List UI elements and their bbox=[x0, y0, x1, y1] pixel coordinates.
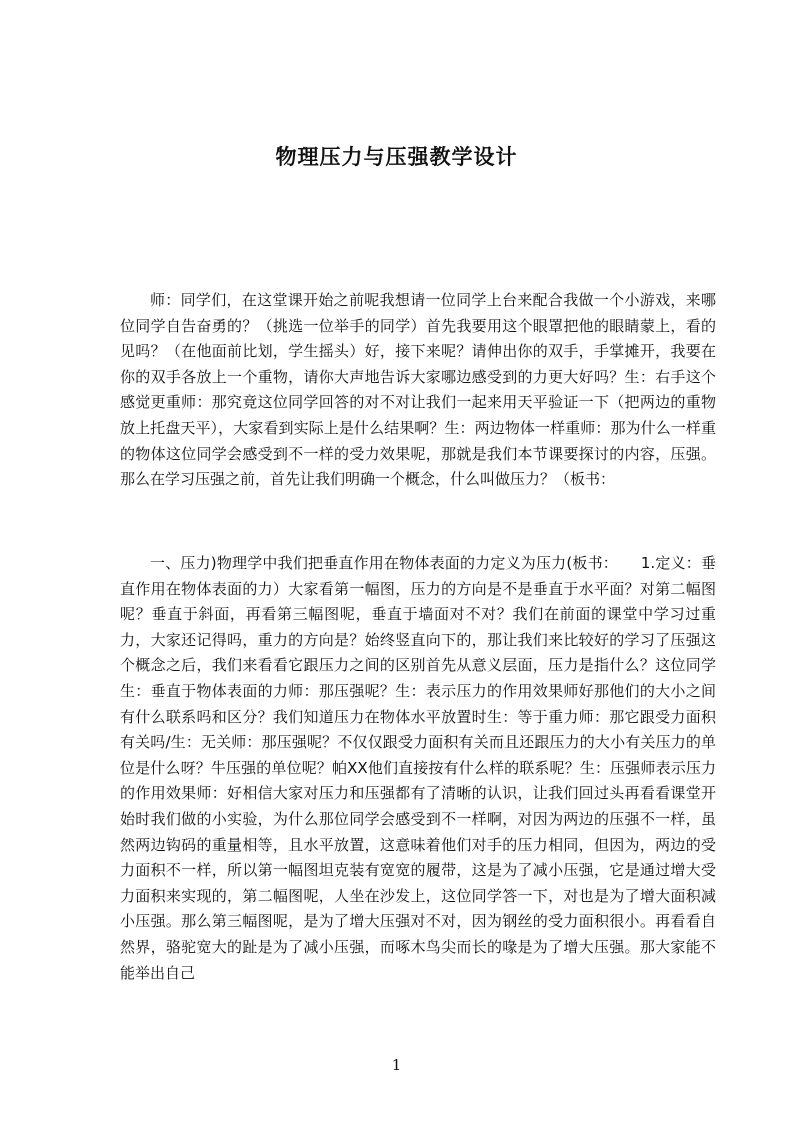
body-paragraph: 师：同学们，在这堂课开始之前呢我想请一位同学上台来配合我做一个小游戏，来哪位同学自告奋勇的？（挑选一位举手的同学）首先我要用这个眼罩把他的眼睛蒙上，看的见吗？（在他面前比划，学生摇头）好，接下来呢？请伸出你的双手，手掌摊开，我要在你的双手各放上一个重物，请你大声地告诉大家哪边感受到的力更大好吗？生：右手这个感觉更重师：那究竟这位同学回答的对不对让我们一起来用天平验证一下（把两边的重物放上托盘天平），大家看到实际上是什么结果啊？生：两边物体一样重师：那为什么一样重的物体这位同学会感受到不一样的受力效果呢，那就是我们本节课要探讨的内容，压强。那么在学习压强之前，首先让我们明确一个概念，什么叫做压力？（板书： bbox=[120, 291, 716, 489]
document-title: 物理压力与压强教学设计 bbox=[275, 145, 518, 169]
page-number: 1 bbox=[391, 1056, 402, 1074]
body-paragraph: 一、压力)物理学中我们把垂直作用在物体表面的力定义为压力(板书： 1.定义：垂直作用在物体表面的力）大家看第一幅图，压力的方向是不是垂直于水平面？对第二幅图呢？垂直于斜面，再看第三幅图呢，垂直于墙面对不对？我们在前面的课堂中学习过重力，大家还记得吗，重力的方向是？始终竖直向下的，那让我们来比较好的学习了压强这个概念之后，我们来看看它跟压力之间的区别首先从意义层面，压力是指什么？这位同学生：垂直于物体表面的力师：那压强呢？生：表示压力的作用效果师好那他们的大小之间有什么联系吗和区分？我们知道压力在物体水平放置时生：等于重力师：那它跟受力面积有关吗/生：无关师：那压强呢？不仅仅跟受力面积有关而且还跟压力的大小有关压力的单位是什么呀？牛压强的单位呢？帕XX他们直接按有什么样的联系呢？生：压强师表示压力的作用效果师：好相信大家对压力和压强都有了清晰的认识，让我们回过头再看看课堂开始时我们做的小实验，为什么那位同学会感受到不一样啊，对因为两边的压强不一样，虽然两边钩码的重量相等，且水平放置，这意味着他们对手的压力相同，但因为，两边的受力面积不一样，所以第一幅图坦克装有宽宽的履带，这是为了减小压强，它是通过增大受力面积来实现的，第二幅图呢，人坐在沙发上，这位同学答一下，对也是为了增大面积减小压强。那么第三幅图呢，是为了增大压强对不对，因为钢丝的受力面积很小。再看看自然界，骆驼宽大的趾是为了减小压强，而啄木鸟尖而长的喙是为了增大压强。那大家能不能举出自己 bbox=[120, 554, 716, 982]
